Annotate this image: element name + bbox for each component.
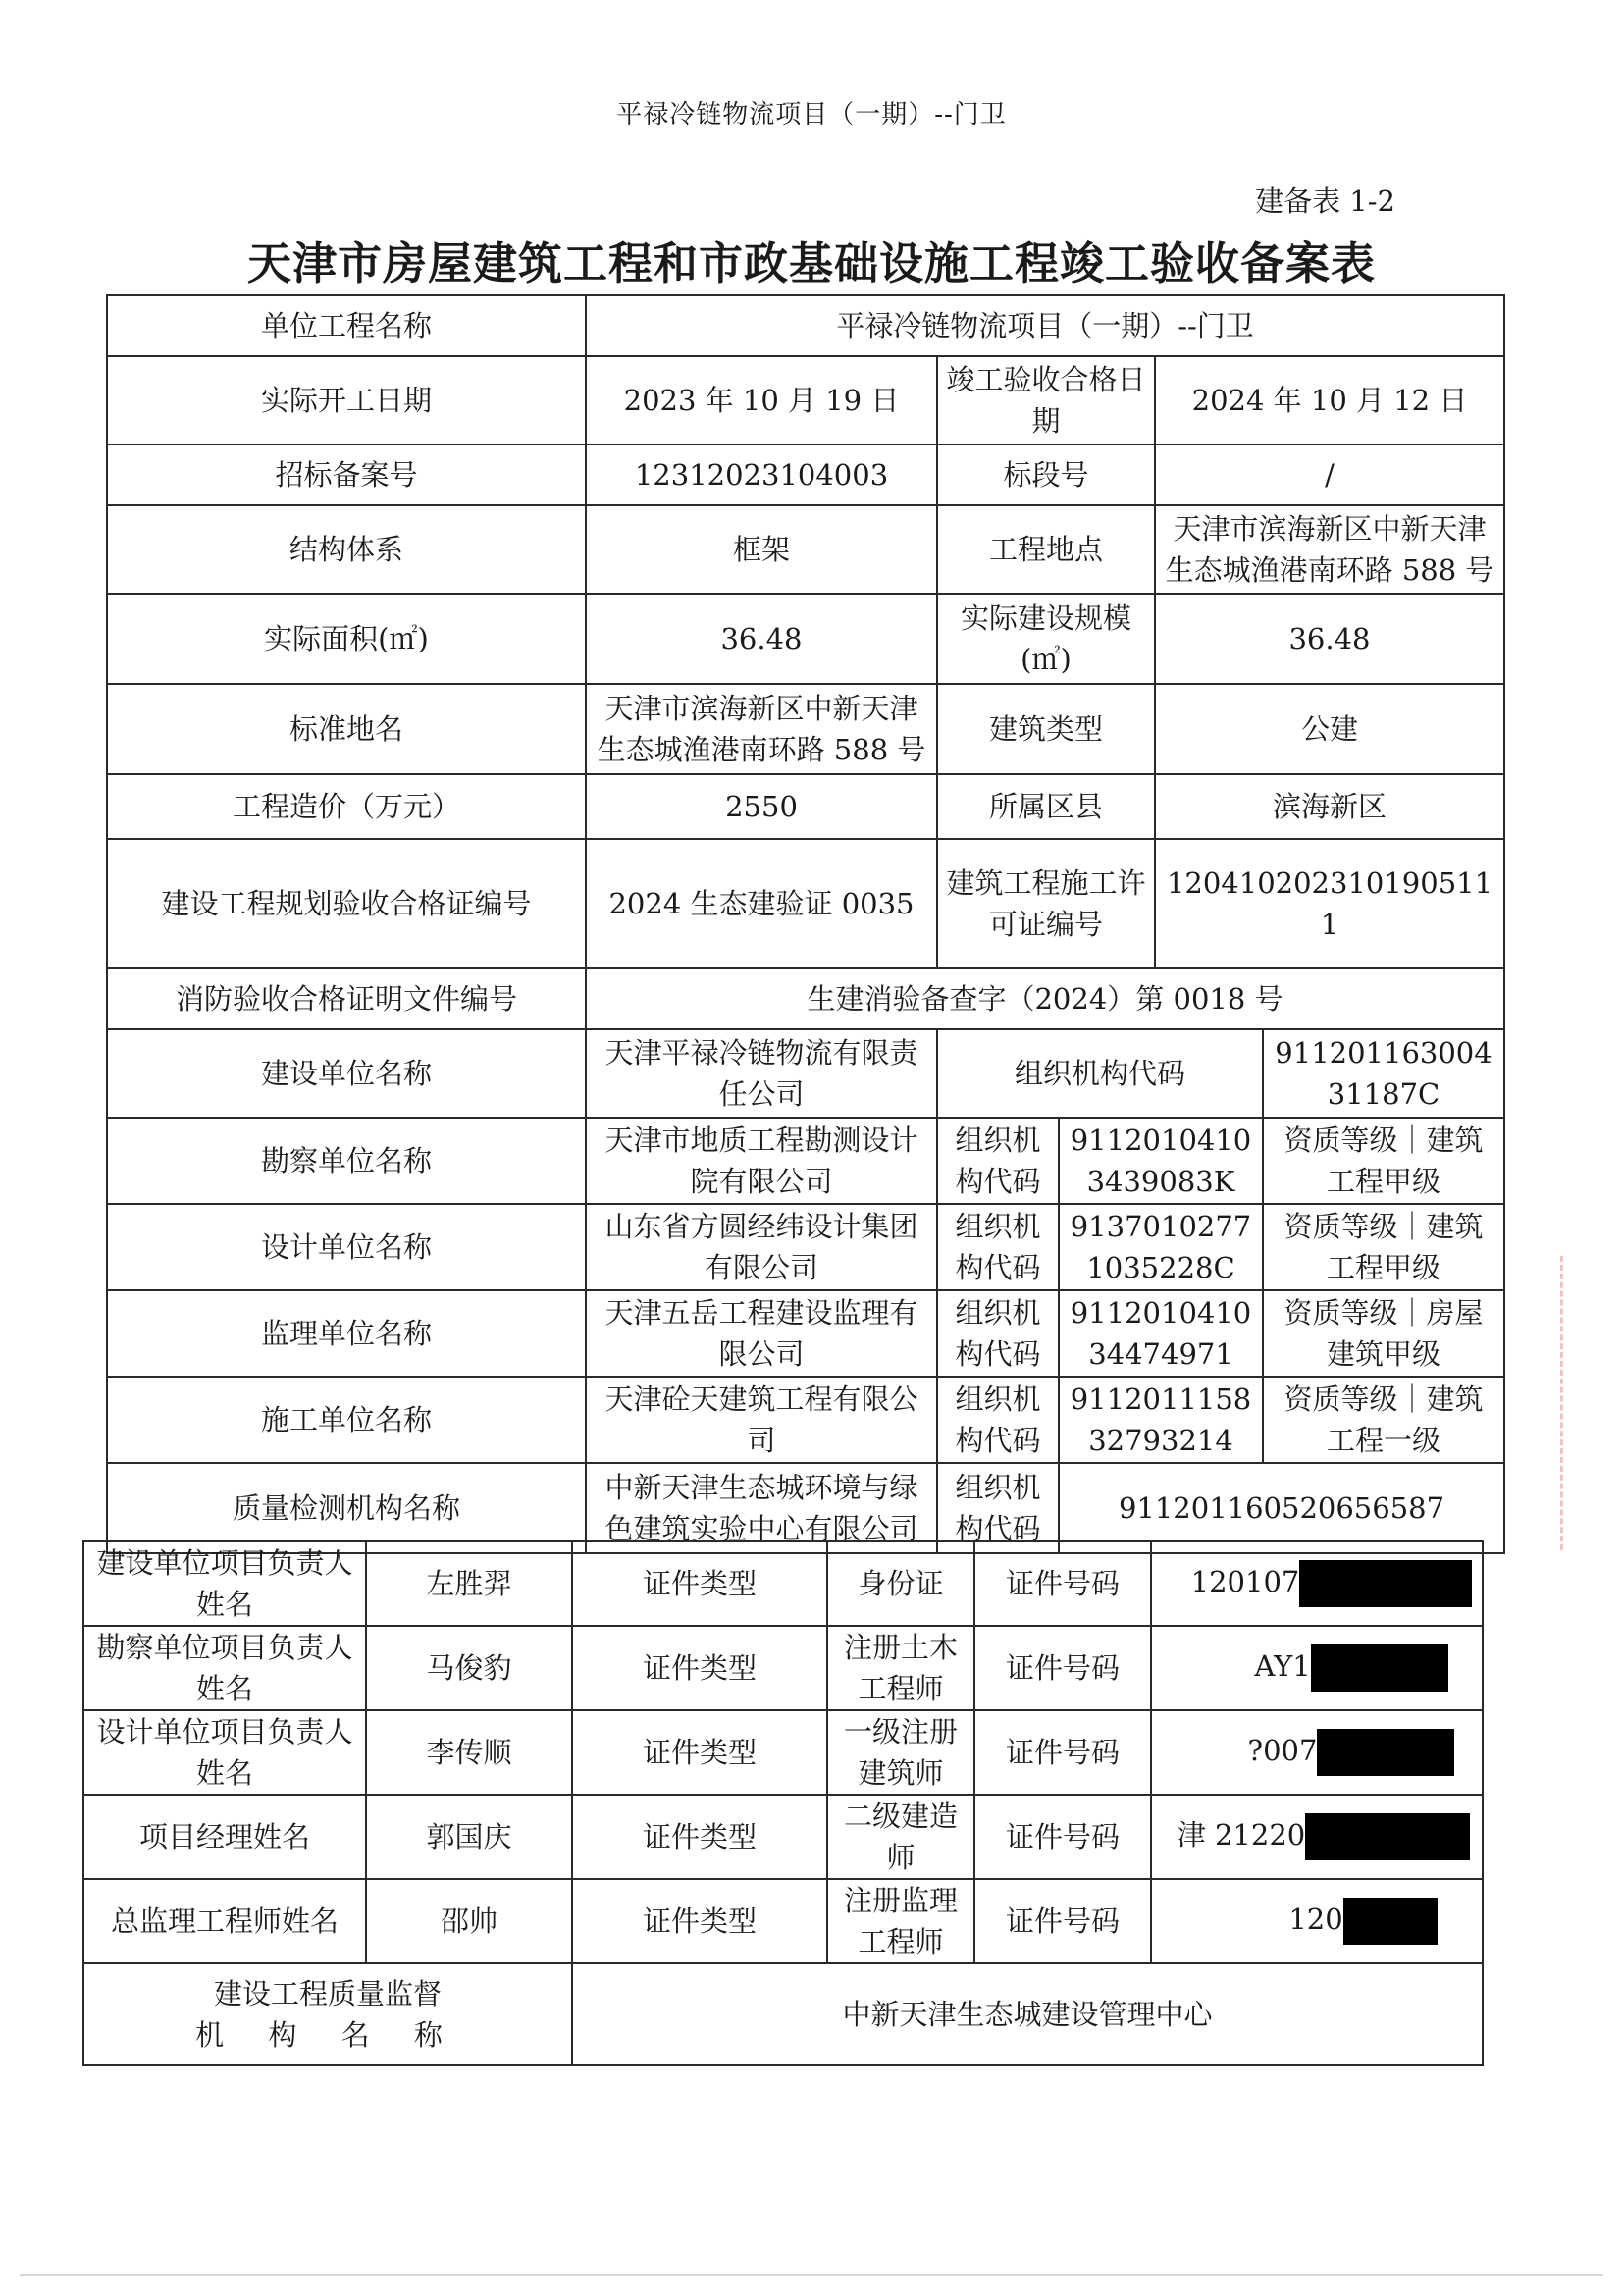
area-label: 实际面积(㎡): [107, 594, 586, 684]
cert-no-label: 证件号码: [974, 1795, 1151, 1879]
table-row: [107, 295, 1504, 356]
header-title: 平禄冷链物流项目（一期）--门卫: [616, 100, 1007, 130]
person-name: 马俊豹: [366, 1626, 572, 1710]
table-row: [83, 1626, 1483, 1710]
design-qual-label: 资质等级: [1283, 1210, 1398, 1243]
cert-type-value: 一级注册建筑师: [827, 1710, 974, 1795]
table-row: [83, 1879, 1483, 1963]
person-role: 设计单位项目负责人姓名: [83, 1710, 366, 1795]
design-name: 山东省方圆经纬设计集团有限公司: [586, 1204, 937, 1290]
cert-no-value: [1151, 1541, 1483, 1626]
std-address-label: 标准地名: [107, 684, 586, 774]
person-name: 郭国庆: [366, 1795, 572, 1879]
cert-no-prefix: 津 21220: [1177, 1818, 1306, 1852]
cost-label: 工程造价（万元）: [107, 774, 586, 839]
section-no-label: 标段号: [937, 444, 1155, 505]
cert-no-value: [1151, 1879, 1483, 1963]
supervise-qual-label: 资质等级: [1283, 1296, 1398, 1330]
table-row: [107, 594, 1504, 684]
construct-qual-value: 建筑工程一级: [1327, 1383, 1484, 1457]
table-row: [107, 1290, 1504, 1377]
survey-name: 天津市地质工程勘测设计院有限公司: [586, 1118, 937, 1204]
supervise-qual: 资质等级｜房屋建筑甲级: [1263, 1290, 1504, 1377]
person-role: 项目经理姓名: [83, 1795, 366, 1879]
accept-date-value: 2024 年 10 月 12 日: [1155, 356, 1504, 444]
scale-label: 实际建设规模(㎡): [937, 594, 1155, 684]
construct-label: 施工单位名称: [107, 1377, 586, 1463]
cert-type-label: 证件类型: [572, 1795, 827, 1879]
cert-type-value: 身份证: [827, 1541, 974, 1626]
supervise-org-code: 911201041034474971: [1059, 1290, 1263, 1377]
design-qual-value: 建筑工程甲级: [1327, 1210, 1484, 1284]
bid-no-label: 招标备案号: [107, 444, 586, 505]
persons-table: [82, 1540, 1484, 2066]
cert-type-value: 注册土木工程师: [827, 1626, 974, 1710]
redaction-block: [1299, 1560, 1472, 1607]
survey-qual: 资质等级｜建筑工程甲级: [1263, 1118, 1504, 1204]
project-name-label: 单位工程名称: [107, 295, 586, 356]
permit-label: 建筑工程施工许可证编号: [937, 839, 1155, 968]
cert-no-prefix: AY1: [1254, 1649, 1311, 1683]
start-date-value: 2023 年 10 月 19 日: [586, 356, 937, 444]
construct-org-code: 911201115832793214: [1059, 1377, 1263, 1463]
testing-org-code-label: 组织机构代码: [937, 1463, 1059, 1553]
testing-name: 中新天津生态城环境与绿色建筑实验中心有限公司: [586, 1463, 937, 1553]
plan-cert-value: 2024 生态建验证 0035: [586, 839, 937, 968]
person-name: 左胜羿: [366, 1541, 572, 1626]
structure-value: 框架: [586, 505, 937, 594]
table-row: [107, 774, 1504, 839]
project-name-value: 平禄冷链物流项目（一期）--门卫: [586, 295, 1504, 356]
start-date-label: 实际开工日期: [107, 356, 586, 444]
survey-qual-label: 资质等级: [1283, 1123, 1398, 1157]
accept-date-label: 竣工验收合格日期: [937, 356, 1155, 444]
cert-type-value: 二级建造师: [827, 1795, 974, 1879]
agency-label: [83, 1963, 572, 2065]
district-label: 所属区县: [937, 774, 1155, 839]
survey-label: 勘察单位名称: [107, 1118, 586, 1204]
cert-type-value: 注册监理工程师: [827, 1879, 974, 1963]
scan-edge: [20, 2274, 1603, 2276]
cert-no-label: 证件号码: [974, 1626, 1151, 1710]
cert-no-prefix: ?007: [1247, 1734, 1318, 1767]
construct-org-code-label: 组织机构代码: [937, 1377, 1059, 1463]
redaction-block: [1317, 1729, 1454, 1776]
table-row: [107, 1204, 1504, 1290]
cert-no-label: 证件号码: [974, 1541, 1151, 1626]
redaction-block: [1343, 1898, 1438, 1945]
main-title: 天津市房屋建筑工程和市政基础设施工程竣工验收备案表: [246, 237, 1376, 289]
design-label: 设计单位名称: [107, 1204, 586, 1290]
supervise-name: 天津五岳工程建设监理有限公司: [586, 1290, 937, 1377]
building-type-value: 公建: [1155, 684, 1504, 774]
table-row: [107, 444, 1504, 505]
survey-org-code-label: 组织机构代码: [937, 1118, 1059, 1204]
agency-value: 中新天津生态城建设管理中心: [572, 1963, 1483, 2065]
district-value: 滨海新区: [1155, 774, 1504, 839]
bid-no-value: 12312023104003: [586, 444, 937, 505]
area-value: 36.48: [586, 594, 937, 684]
table-row: [107, 1377, 1504, 1463]
location-value: 天津市滨海新区中新天津生态城渔港南环路 588 号: [1155, 505, 1504, 594]
table-row: [83, 1541, 1483, 1626]
builder-org-code: 91120116300431187C: [1263, 1029, 1504, 1118]
fire-value: 生建消验备查字（2024）第 0018 号: [586, 968, 1504, 1029]
cert-no-prefix: 120: [1288, 1903, 1343, 1936]
scale-value: 36.48: [1155, 594, 1504, 684]
survey-qual-value: 建筑工程甲级: [1327, 1123, 1484, 1198]
table-row: [107, 1118, 1504, 1204]
building-type-label: 建筑类型: [937, 684, 1155, 774]
location-label: 工程地点: [937, 505, 1155, 594]
table-row: [107, 684, 1504, 774]
cert-type-label: 证件类型: [572, 1879, 827, 1963]
section-no-value: /: [1155, 444, 1504, 505]
table-row: [83, 1710, 1483, 1795]
permit-value: 120410202310190511 1: [1155, 839, 1504, 968]
table-row: [107, 1029, 1504, 1118]
table-row: [83, 1795, 1483, 1879]
cert-no-label: 证件号码: [974, 1710, 1151, 1795]
cert-no-value: [1151, 1626, 1483, 1710]
cert-no-value: [1151, 1795, 1483, 1879]
builder-name: 天津平禄冷链物流有限责任公司: [586, 1029, 937, 1118]
cert-type-label: 证件类型: [572, 1541, 827, 1626]
cert-type-label: 证件类型: [572, 1626, 827, 1710]
cert-no-value: [1151, 1710, 1483, 1795]
cert-no-label: 证件号码: [974, 1879, 1151, 1963]
supervise-org-code-label: 组织机构代码: [937, 1290, 1059, 1377]
plan-cert-label: 建设工程规划验收合格证编号: [107, 839, 586, 968]
stamp-mark: [1560, 1256, 1602, 1550]
table-row: [107, 356, 1504, 444]
record-table: [106, 294, 1505, 1554]
redaction-block: [1305, 1813, 1470, 1860]
design-org-code-label: 组织机构代码: [937, 1204, 1059, 1290]
builder-label: 建设单位名称: [107, 1029, 586, 1118]
table-row: [107, 839, 1504, 968]
design-qual: 资质等级｜建筑工程甲级: [1263, 1204, 1504, 1290]
cert-type-label: 证件类型: [572, 1710, 827, 1795]
testing-org-code: 911201160520656587: [1059, 1463, 1504, 1553]
structure-label: 结构体系: [107, 505, 586, 594]
supervise-label: 监理单位名称: [107, 1290, 586, 1377]
redaction-block: [1311, 1644, 1448, 1692]
fire-label: 消防验收合格证明文件编号: [107, 968, 586, 1029]
std-address-value: 天津市滨海新区中新天津生态城渔港南环路 588 号: [586, 684, 937, 774]
testing-label: 质量检测机构名称: [107, 1463, 586, 1553]
cost-value: 2550: [586, 774, 937, 839]
design-org-code: 91370102771035228C: [1059, 1204, 1263, 1290]
builder-org-code-label: 组织机构代码: [937, 1029, 1263, 1118]
table-row: [107, 968, 1504, 1029]
construct-qual-label: 资质等级: [1283, 1383, 1398, 1416]
person-role: 总监理工程师姓名: [83, 1879, 366, 1963]
agency-label-line1: 建设工程质量监督: [213, 1977, 442, 2010]
supervise-qual-value: 房屋建筑甲级: [1327, 1296, 1484, 1371]
person-role: 建设单位项目负责人姓名: [83, 1541, 366, 1626]
cert-no-prefix: 120107: [1190, 1565, 1300, 1598]
person-name: 李传顺: [366, 1710, 572, 1795]
person-name: 邵帅: [366, 1879, 572, 1963]
person-role: 勘察单位项目负责人姓名: [83, 1626, 366, 1710]
construct-qual: 资质等级｜建筑工程一级: [1263, 1377, 1504, 1463]
construct-name: 天津砼天建筑工程有限公司: [586, 1377, 937, 1463]
table-row: [83, 1963, 1483, 2065]
table-row: [107, 505, 1504, 594]
agency-label-line2: 机 构 名 称: [195, 2018, 460, 2052]
survey-org-code: 91120104103439083K: [1059, 1118, 1263, 1204]
form-code: 建备表 1-2: [1255, 184, 1395, 218]
